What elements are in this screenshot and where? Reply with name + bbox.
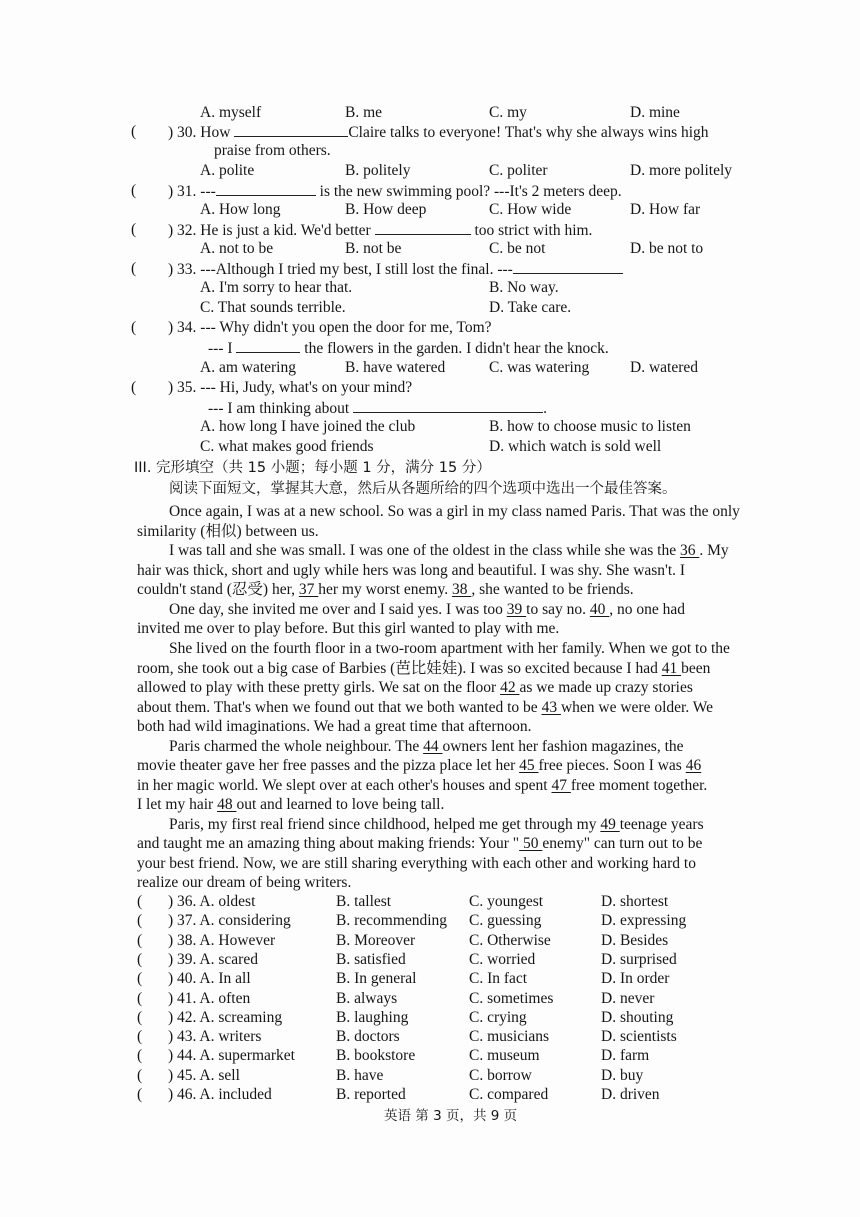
answer-paren: ( xyxy=(137,970,143,988)
answer-blank xyxy=(234,122,348,137)
passage-text: her my worst enemy. xyxy=(318,581,449,598)
passage-text: been xyxy=(681,660,711,677)
q31-option-c: C. How wide xyxy=(489,201,572,218)
cloze-option-d: D. Besides xyxy=(601,931,669,949)
passage-text: Paris charmed the whole neighbour. The xyxy=(169,738,420,755)
q29-option-a: A. myself xyxy=(200,104,262,121)
q31-option-b: B. How deep xyxy=(345,201,427,218)
question-34-line2-start: --- I xyxy=(208,340,233,357)
cloze-blank-49: 49 xyxy=(600,816,620,833)
q34-option-a: A. am watering xyxy=(200,359,296,376)
passage-text: One day, she invited me over and I said yes. I was too xyxy=(169,601,503,618)
question-32 xyxy=(168,220,592,240)
q32-option-d: D. be not to xyxy=(630,240,704,257)
q35-option-b: B. how to choose music to listen xyxy=(489,418,691,435)
cloze-option-d: D. scientists xyxy=(601,1028,677,1046)
cloze-blank-45: 45 xyxy=(519,757,539,774)
answer-blank xyxy=(513,259,623,274)
answer-blank xyxy=(216,181,316,196)
passage-line: similarity (相似) between us. xyxy=(137,523,319,540)
cloze-option-row-a: ) 40. A. In all xyxy=(168,970,251,988)
question-35-line2-start: --- I am thinking about xyxy=(208,400,350,417)
question-35: ) 35. --- Hi, Judy, what's on your mind? xyxy=(168,379,413,396)
passage-line xyxy=(137,776,707,795)
question-30 xyxy=(168,122,709,142)
answer-paren: ( xyxy=(137,989,143,1007)
q33-option-b: B. No way. xyxy=(489,279,559,296)
answer-paren: ( xyxy=(131,123,137,140)
cloze-option-row-a: ) 39. A. scared xyxy=(168,950,258,968)
cloze-option-d: D. buy xyxy=(601,1066,644,1084)
cloze-option-row-a: ) 44. A. supermarket xyxy=(168,1047,295,1065)
cloze-option-c: C. youngest xyxy=(469,893,544,910)
question-33-stem: ) 33. ---Although I tried my best, I still lost the final. --- xyxy=(168,261,513,278)
passage-line xyxy=(169,600,685,619)
passage-line: hair was thick, short and ugly while hers was long and beautiful. I was shy. She wasn't. I xyxy=(137,562,686,579)
passage-text: , she wanted to be friends. xyxy=(471,581,634,598)
cloze-option-d: D. farm xyxy=(601,1047,650,1065)
passage-text: , no one had xyxy=(609,601,685,618)
passage-line: She lived on the fourth floor in a two-room apartment with her family. When we got to the xyxy=(169,640,730,657)
question-34: ) 34. --- Why didn't you open the door for me, Tom? xyxy=(168,319,492,336)
question-30-rest: Claire talks to everyone! That's why she always wins high xyxy=(348,124,709,141)
answer-paren: ( xyxy=(137,1086,143,1103)
passage-text: Paris, my first real friend since childhood, helped me get through my xyxy=(169,816,597,833)
passage-text: owners lent her fashion magazines, the xyxy=(442,738,684,755)
answer-blank xyxy=(375,220,471,235)
cloze-option-c: C. crying xyxy=(469,1008,527,1026)
question-34-line2-end: the flowers in the garden. I didn't hear the knock. xyxy=(304,340,609,357)
cloze-option-d: D. In order xyxy=(601,970,670,988)
answer-paren: ( xyxy=(137,1008,143,1026)
cloze-option-d: D. shortest xyxy=(601,893,669,910)
question-35-line2-end: . xyxy=(543,400,547,417)
question-31-stem: ) 31. --- xyxy=(168,183,216,200)
cloze-option-b: B. In general xyxy=(336,970,417,988)
q32-option-c: C. be not xyxy=(489,240,546,257)
cloze-option-b: B. satisfied xyxy=(336,950,406,968)
passage-text: free pieces. Soon I was xyxy=(538,757,682,774)
page-footer: 英语 第 3 页，共 9 页 xyxy=(384,1108,518,1124)
q29-option-c: C. my xyxy=(489,104,527,121)
cloze-option-d: D. surprised xyxy=(601,950,677,968)
passage-text: in her magic world. We slept over at each other's houses and spent xyxy=(137,777,548,794)
cloze-option-row-a: ) 36. A. oldest xyxy=(168,893,256,910)
q33-option-d: D. Take care. xyxy=(489,299,572,316)
cloze-option-d: D. expressing xyxy=(601,912,687,930)
section-3-heading: III. 完形填空（共 15 小题；每小题 1 分，满分 15 分） xyxy=(134,460,491,476)
passage-text: I was tall and she was small. I was one of the oldest in the class while she was the xyxy=(169,542,677,559)
passage-text: teenage years xyxy=(619,816,704,833)
cloze-option-d: D. never xyxy=(601,989,655,1007)
answer-paren: ( xyxy=(137,1028,143,1046)
passage-line xyxy=(137,698,713,717)
passage-text: to say no. xyxy=(526,601,586,618)
passage-line xyxy=(169,541,729,560)
q33-option-c: C. That sounds terrible. xyxy=(200,299,346,316)
answer-paren: ( xyxy=(137,893,143,910)
question-33 xyxy=(168,259,623,279)
passage-text: enemy" can turn out to be xyxy=(542,835,703,852)
cloze-blank-38: 38 xyxy=(451,581,472,598)
cloze-option-c: C. worried xyxy=(469,950,536,968)
cloze-blank-46: 46 xyxy=(685,757,702,774)
cloze-option-c: C. guessing xyxy=(469,912,542,930)
cloze-option-d: D. shouting xyxy=(601,1008,674,1026)
q35-option-c: C. what makes good friends xyxy=(200,438,374,455)
cloze-option-row-a: ) 38. A. However xyxy=(168,931,276,949)
cloze-option-b: B. have xyxy=(336,1066,384,1084)
answer-paren: ( xyxy=(137,912,143,930)
q33-option-a: A. I'm sorry to hear that. xyxy=(200,279,353,296)
passage-line xyxy=(137,659,710,678)
cloze-option-row-a: ) 42. A. screaming xyxy=(168,1008,283,1026)
cloze-option-c: C. borrow xyxy=(469,1066,532,1084)
q31-option-a: A. How long xyxy=(200,201,281,218)
q32-option-b: B. not be xyxy=(345,240,402,257)
passage-text: and taught me an amazing thing about making friends: Your " xyxy=(137,835,520,852)
answer-paren: ( xyxy=(131,260,137,277)
q30-option-b: B. politely xyxy=(345,162,411,179)
cloze-option-row-a: ) 37. A. considering xyxy=(168,912,291,930)
question-31 xyxy=(168,181,622,201)
answer-paren: ( xyxy=(137,1066,143,1084)
q29-option-d: D. mine xyxy=(630,104,680,121)
q35-option-a: A. how long I have joined the club xyxy=(200,418,416,435)
passage-text: allowed to play with these pretty girls. We sat on the floor xyxy=(137,679,497,696)
passage-line xyxy=(169,737,684,756)
cloze-option-b: B. always xyxy=(336,989,398,1007)
passage-text: I let my hair xyxy=(137,796,214,813)
cloze-option-row-a: ) 41. A. often xyxy=(168,989,251,1007)
passage-line xyxy=(137,756,701,775)
cloze-option-b: B. doctors xyxy=(336,1028,400,1046)
cloze-blank-47: 47 xyxy=(551,777,571,794)
question-32-rest: too strict with him. xyxy=(474,222,593,239)
cloze-blank-39: 39 xyxy=(506,601,527,618)
passage-text: free moment together. xyxy=(570,777,708,794)
cloze-option-c: C. museum xyxy=(469,1047,540,1065)
cloze-blank-42: 42 xyxy=(500,679,520,696)
q34-option-d: D. watered xyxy=(630,359,698,376)
passage-line xyxy=(137,580,634,599)
cloze-option-row-a: ) 43. A. writers xyxy=(168,1028,262,1046)
passage-line xyxy=(169,815,704,834)
q29-option-b: B. me xyxy=(345,104,383,121)
question-30-line2: praise from others. xyxy=(214,142,331,159)
cloze-option-c: C. sometimes xyxy=(469,989,554,1007)
cloze-option-d: D. driven xyxy=(601,1086,660,1103)
cloze-option-b: B. reported xyxy=(336,1086,406,1103)
section-3-instruction: 阅读下面短文，掌握其大意，然后从各题所给的四个选项中选出一个最佳答案。 xyxy=(169,481,677,497)
cloze-blank-50: 50 xyxy=(519,835,543,852)
answer-paren: ( xyxy=(137,931,143,949)
passage-text: movie theater gave her free passes and the pizza place let her xyxy=(137,757,516,774)
cloze-option-b: B. Moreover xyxy=(336,931,416,949)
answer-paren: ( xyxy=(137,950,143,968)
cloze-blank-36: 36 xyxy=(679,542,700,559)
cloze-option-b: B. bookstore xyxy=(336,1047,416,1065)
cloze-blank-37: 37 xyxy=(298,581,319,598)
answer-paren: ( xyxy=(131,319,137,336)
cloze-option-b: B. recommending xyxy=(336,912,448,930)
passage-line: your best friend. Now, we are still sharing everything with each other and working hard to xyxy=(137,855,696,872)
answer-blank xyxy=(353,398,543,413)
q31-option-d: D. How far xyxy=(630,201,701,218)
cloze-blank-41: 41 xyxy=(661,660,682,677)
cloze-blank-48: 48 xyxy=(217,796,237,813)
cloze-option-row-a: ) 45. A. sell xyxy=(168,1066,240,1084)
answer-paren: ( xyxy=(131,182,137,199)
q30-option-d: D. more politely xyxy=(630,162,733,179)
passage-line: realize our dream of being writers. xyxy=(137,874,352,891)
q34-option-c: C. was watering xyxy=(489,359,590,376)
passage-text: as we made up crazy stories xyxy=(519,679,693,696)
cloze-option-c: C. Otherwise xyxy=(469,931,551,949)
passage-text: out and learned to love being tall. xyxy=(236,796,445,813)
cloze-blank-40: 40 xyxy=(589,601,610,618)
answer-paren: ( xyxy=(137,1047,143,1065)
passage-line: Once again, I was at a new school. So was a girl in my class named Paris. That was the only xyxy=(169,503,740,520)
q34-option-b: B. have watered xyxy=(345,359,446,376)
q32-option-a: A. not to be xyxy=(200,240,274,257)
passage-text: when we were older. We xyxy=(560,699,714,716)
passage-line: invited me over to play before. But this girl wanted to play with me. xyxy=(137,620,560,637)
answer-paren: ( xyxy=(131,379,137,396)
q30-option-c: C. politer xyxy=(489,162,548,179)
answer-blank xyxy=(236,338,300,353)
passage-text: . My xyxy=(699,542,729,559)
cloze-blank-44: 44 xyxy=(423,738,443,755)
cloze-option-b: B. tallest xyxy=(336,893,392,910)
passage-text: couldn't stand (忍受) her, xyxy=(137,581,295,598)
q30-option-a: A. polite xyxy=(200,162,255,179)
question-34-line2 xyxy=(208,338,609,358)
cloze-blank-43: 43 xyxy=(541,699,561,716)
passage-line: both had wild imaginations. We had a great time that afternoon. xyxy=(137,718,532,735)
passage-text: room, she took out a big case of Barbies (芭比娃娃). I was so excited because I had xyxy=(137,660,658,677)
question-30-stem: ) 30. How xyxy=(168,124,231,141)
question-31-rest: is the new swimming pool? ---It's 2 meters deep. xyxy=(319,183,622,200)
passage-line xyxy=(137,678,693,697)
answer-paren: ( xyxy=(131,221,137,238)
passage-line xyxy=(137,834,702,853)
q35-option-d: D. which watch is sold well xyxy=(489,438,662,455)
cloze-option-row-a: ) 46. A. included xyxy=(168,1086,272,1103)
cloze-option-c: C. musicians xyxy=(469,1028,550,1046)
cloze-option-c: C. In fact xyxy=(469,970,528,988)
passage-text: about them. That's when we found out that we both wanted to be xyxy=(137,699,538,716)
cloze-option-c: C. compared xyxy=(469,1086,549,1103)
question-32-stem: ) 32. He is just a kid. We'd better xyxy=(168,222,371,239)
cloze-option-b: B. laughing xyxy=(336,1008,409,1026)
passage-line xyxy=(137,795,444,814)
question-35-line2 xyxy=(208,398,547,418)
